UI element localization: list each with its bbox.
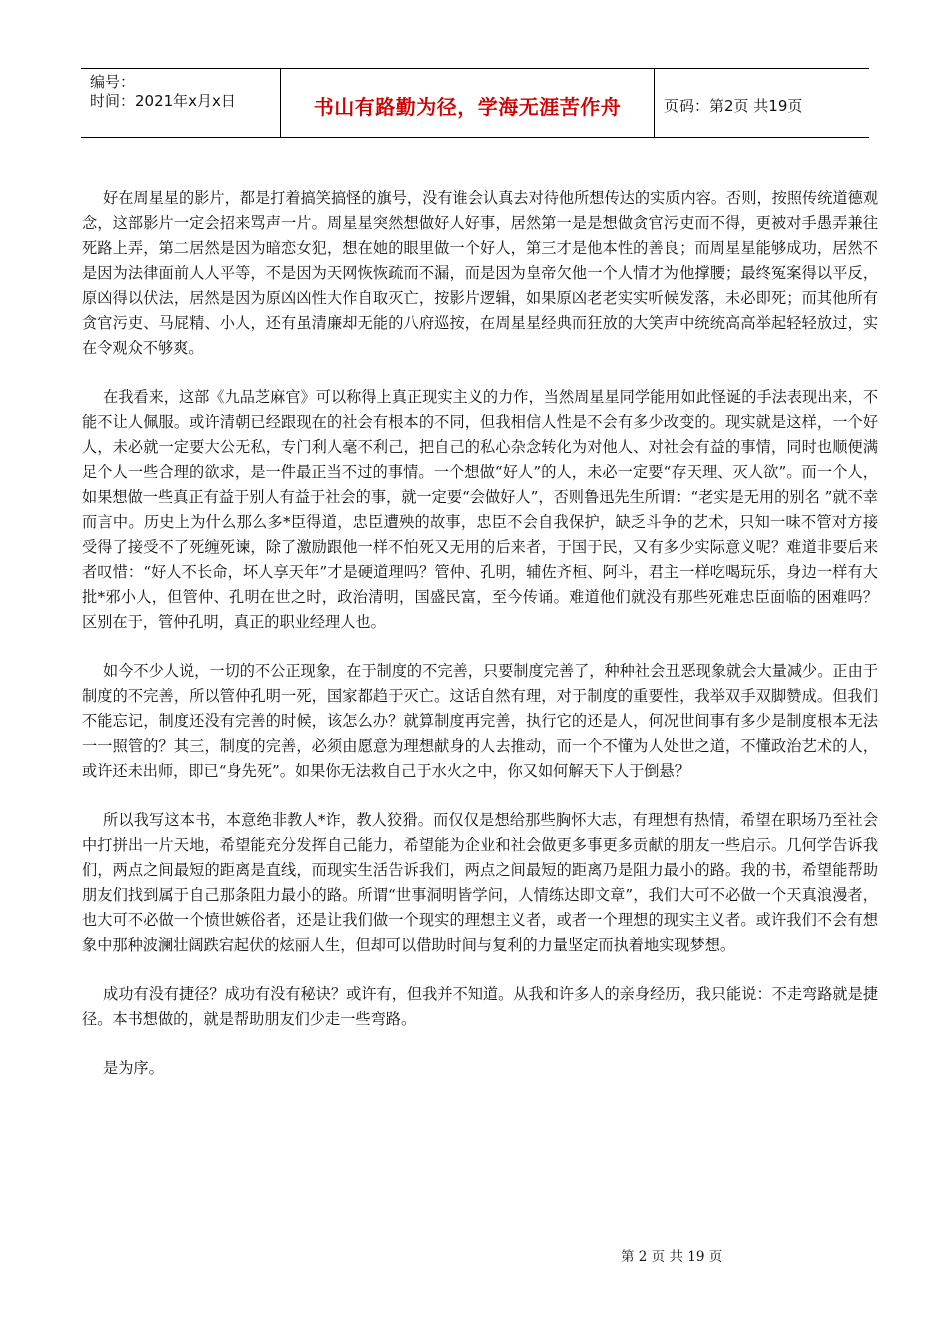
paragraph: 成功有没有捷径？成功有没有秘诀？或许有，但我并不知道。从我和许多人的亲身经历，我只能说：不走弯路就是捷径。本书想做的，就是帮助朋友们少走一些弯路。 bbox=[82, 985, 878, 1028]
paragraph: 好在周星星的影片，都是打着搞笑搞怪的旗号，没有谁会认真去对待他所想传达的实质内容。否则，按照传统道德观念，这部影片一定会招来骂声一片。周星星突然想做好人好事，居然第一是是想做贪官污吏而不得，更被对手愚弄兼往死路上弄，第二居然是因为暗恋女犯，想在她的眼里做一个好人，第三才是他本性的善良；而周星星能够成功，居然不是因为法律面前人人平等，不是因为天网恢恢疏而不漏，而是因为皇帝欠他一个人情才为他撑腰；最终冤案得以平反，原凶得以伏法，居然是因为原凶凶性大作自取灭亡，按影片逻辑，如果原凶老老实实听候发落，未必即死；而其他所有贪官污吏、马屁精、小人，还有虽清廉却无能的八府巡按，在周星星经典而狂放的大笑声中统统高高举起轻轻放过，实在令观众不够爽。 bbox=[82, 189, 878, 357]
paragraph: 如今不少人说，一切的不公正现象，在于制度的不完善，只要制度完善了，种种社会丑恶现象就会大量减少。正由于制度的不完善，所以管仲孔明一死，国家都趋于灭亡。这话自然有理，对于制度的重要性，我举双手双脚赞成。但我们不能忘记，制度还没有完善的时候，该怎么办？就算制度再完善，执行它的还是人，何况世间事有多少是制度根本无法一一照管的？其三，制度的完善，必须由愿意为理想献身的人去推动，而一个不懂为人处世之道，不懂政治艺术的人，或许还未出师，即已“身先死”。如果你无法救自己于水火之中，你又如何解天下人于倒悬？ bbox=[82, 662, 878, 780]
doc-number-label: 编号： bbox=[90, 73, 136, 91]
page-header bbox=[81, 68, 869, 138]
header-slogan: 书山有路勤为径，学海无涯苦作舟 bbox=[313, 94, 622, 119]
document-body bbox=[82, 186, 878, 1105]
header-page-label: 页码：第2页 共19页 bbox=[664, 96, 803, 115]
header-slogan-cell bbox=[281, 69, 655, 137]
paragraph: 在我看来，这部《九品芝麻官》可以称得上真正现实主义的力作，当然周星星同学能用如此怪诞的手法表现出来，不能不让人佩服。或许清朝已经跟现在的社会有根本的不同，但我相信人性是不会有多少改变的。现实就是这样，一个好人，未必就一定要大公无私，专门利人毫不利己，把自己的私心杂念转化为对他人、对社会有益的事情，同时也顺便满足个人一些合理的欲求，是一件最正当不过的事情。一个想做“好人”的人，未必一定要“存天理、灭人欲”。而一个人，如果想做一些真正有益于别人有益于社会的事，就一定要“会做好人”，否则鲁迅先生所谓：“老实是无用的别名 ”就不幸而言中。历史上为什么那么多*臣得道，忠臣遭殃的故事，忠臣不会自我保护，缺乏斗争的艺术，只知一味不管对方接受得了接受不了死缠死谏，除了激励跟他一样不怕死又无用的后来者，于国于民，又有多少实际意义呢？难道非要后来者叹惜：“好人不长命，坏人享天年”才是硬道理吗？管仲、孔明，辅佐齐桓、阿斗，君主一样吃喝玩乐，身边一样有大批*邪小人，但管仲、孔明在世之时，政治清明，国盛民富，至今传诵。难道他们就没有那些死难忠臣面临的困难吗？区别在于，管仲孔明，真正的职业经理人也。 bbox=[82, 388, 878, 631]
paragraph: 所以我写这本书，本意绝非教人*诈，教人狡猾。而仅仅是想给那些胸怀大志，有理想有热情，希望在职场乃至社会中打拼出一片天地，希望能充分发挥自己能力，希望能为企业和社会做更多事更多贡献的朋友一些启示。几何学告诉我们，两点之间最短的距离是直线，而现实生活告诉我们，两点之间最短的距离乃是阻力最小的路。我的书，希望能帮助朋友们找到属于自己那条阻力最小的路。所谓“世事洞明皆学问，人情练达即文章”，我们大可不必做一个天真浪漫者，也大可不必做一个愤世嫉俗者，还是让我们做一个现实的理想主义者，或者一个理想的现实主义者。或许我们不会有想象中那种波澜壮阔跌宕起伏的炫丽人生，但却可以借助时间与复利的力量坚定而执着地实现梦想。 bbox=[82, 811, 878, 954]
page-footer bbox=[621, 1245, 722, 1265]
paragraph: 是为序。 bbox=[103, 1059, 164, 1077]
footer-page-number: 第 2 页 共 19 页 bbox=[621, 1249, 723, 1265]
doc-time-label: 时间：2021年x月x日 bbox=[90, 92, 236, 110]
header-meta bbox=[81, 69, 281, 137]
header-page-cell bbox=[655, 69, 869, 137]
